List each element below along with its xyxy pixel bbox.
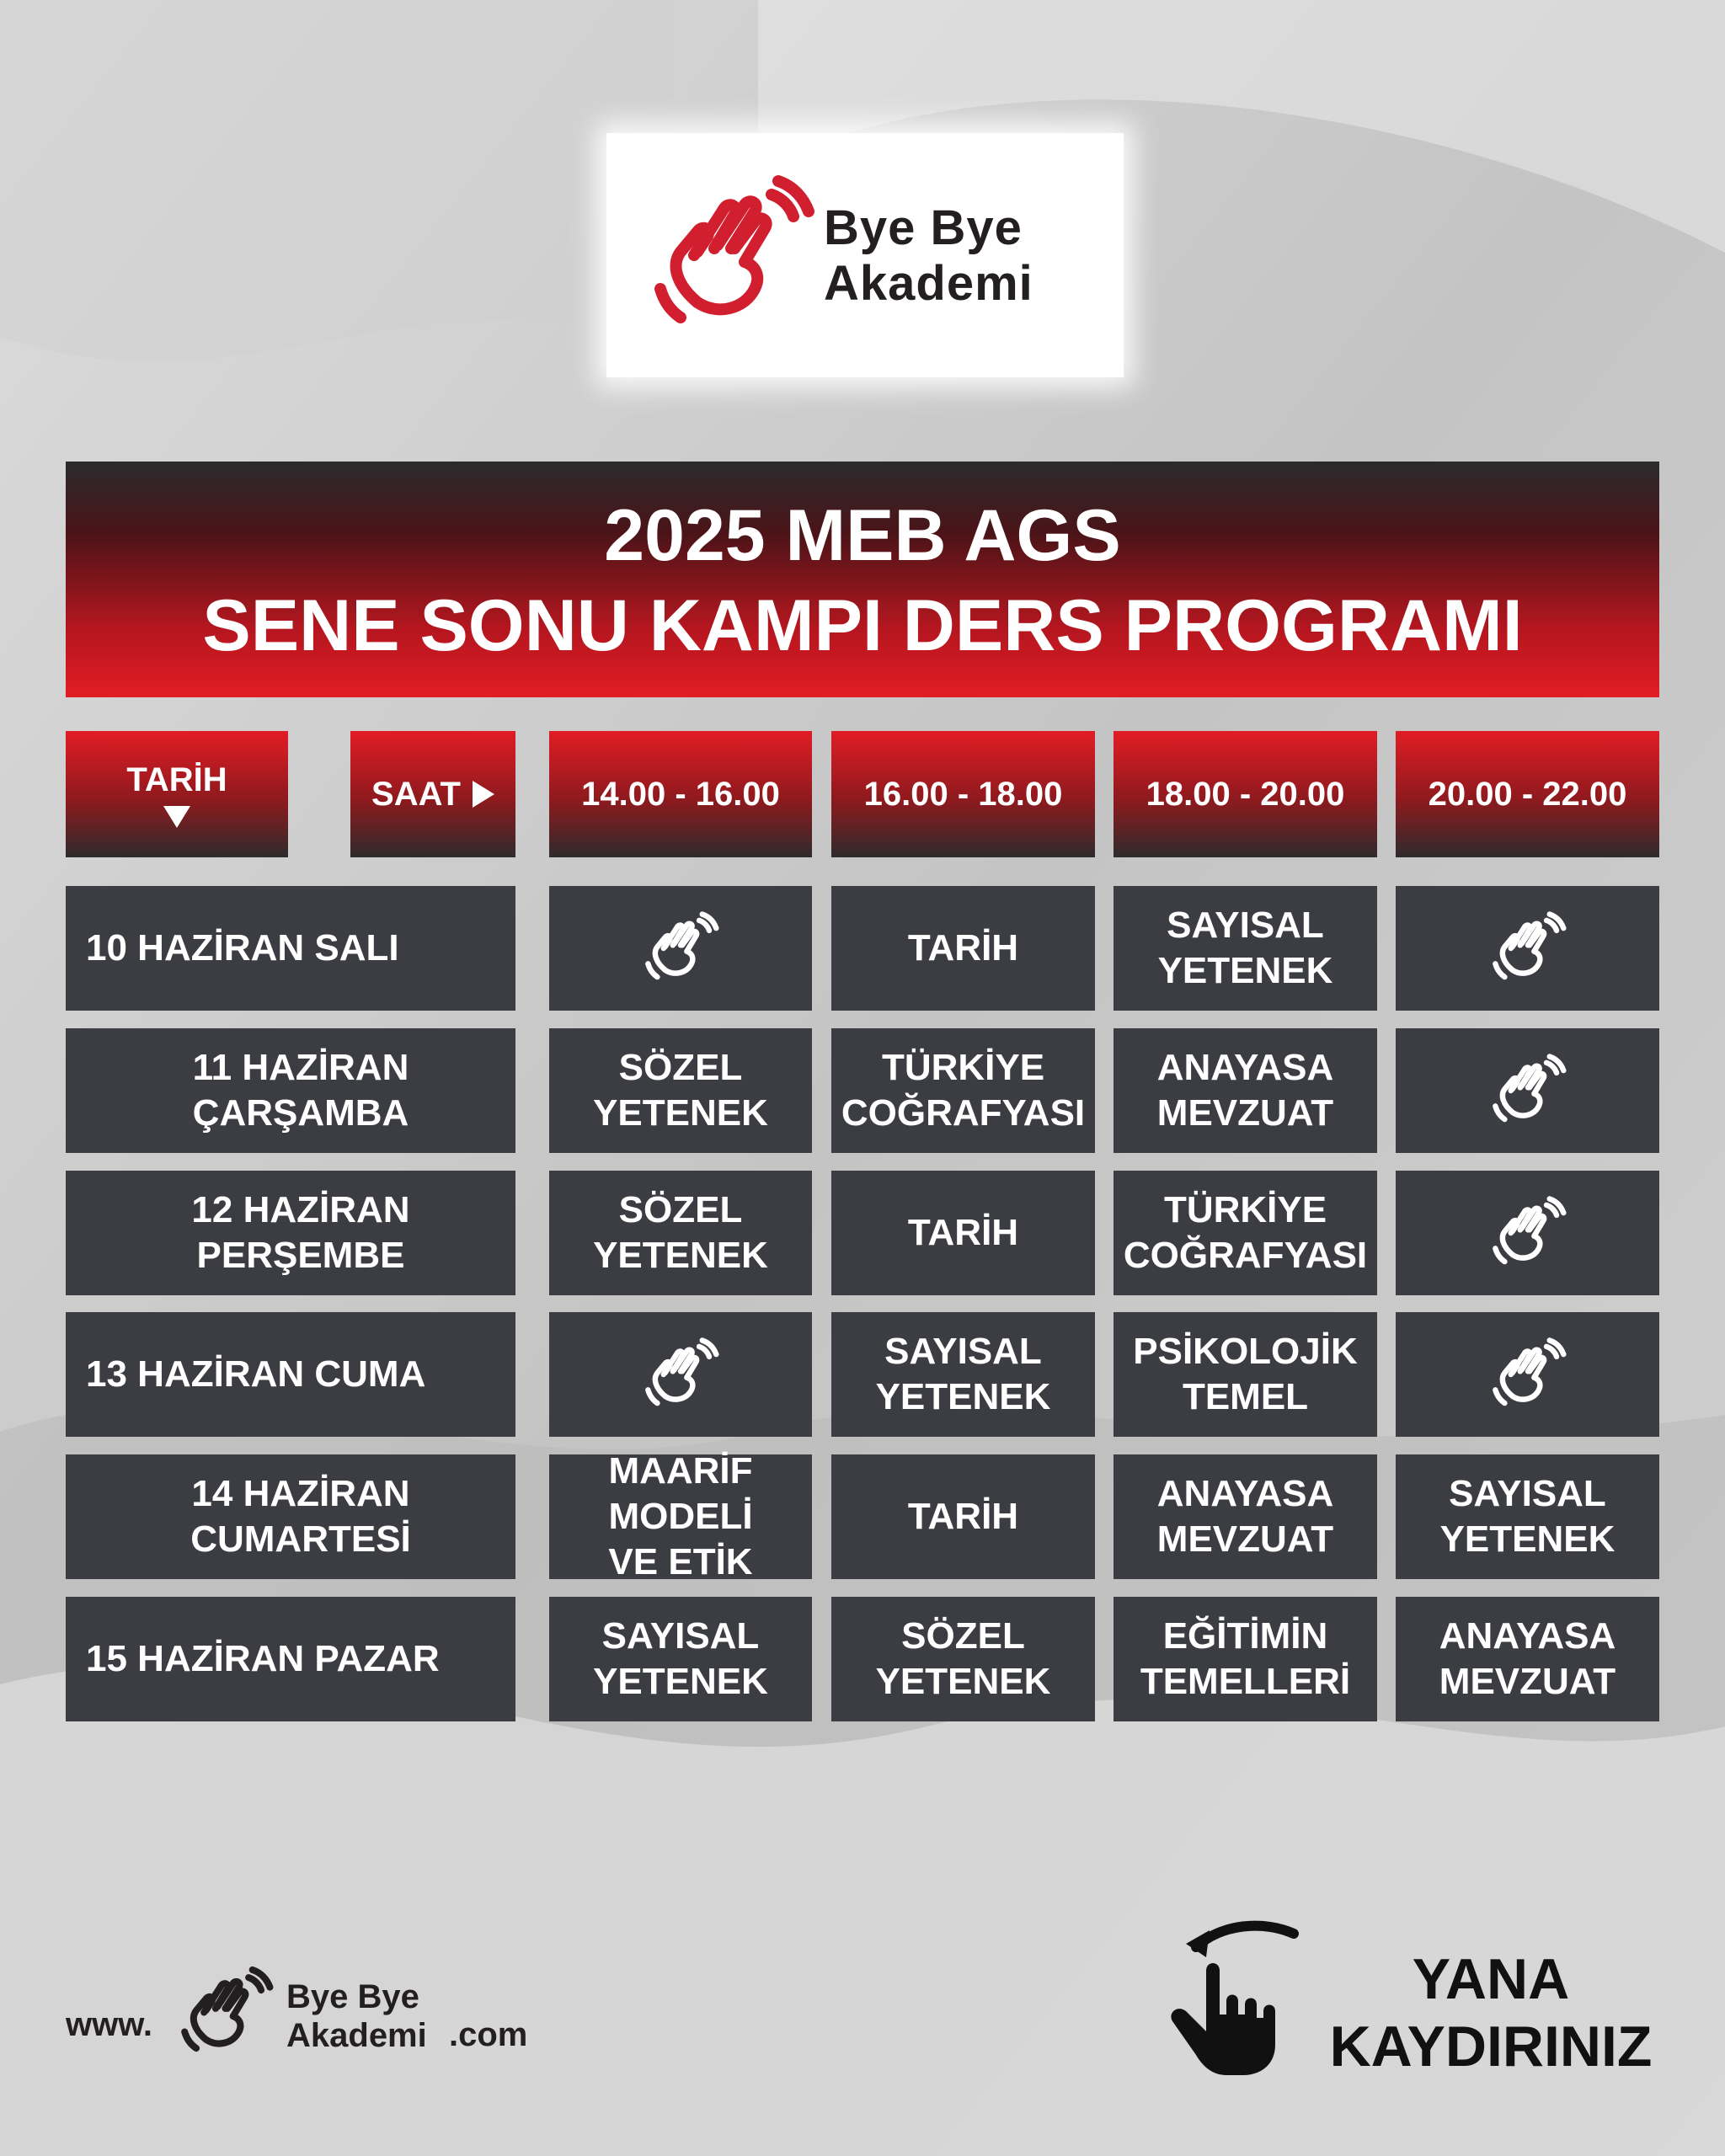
lesson-label: TARİH bbox=[907, 927, 1019, 969]
lesson-cell bbox=[1114, 1454, 1377, 1579]
lesson-label: TÜRKİYE COĞRAFYASI bbox=[841, 1047, 1086, 1134]
header-date bbox=[66, 731, 288, 857]
arrow-right-icon bbox=[473, 781, 494, 808]
lesson-cell bbox=[549, 1450, 812, 1582]
lesson-cell bbox=[549, 1597, 812, 1721]
date-cell bbox=[66, 1597, 515, 1721]
header-slot-label: 14.00 - 16.00 bbox=[581, 775, 780, 813]
header-slot bbox=[549, 731, 812, 857]
date-cell bbox=[66, 1454, 515, 1579]
swipe-text bbox=[1322, 1945, 1659, 2080]
lesson-label: SÖZEL YETENEK bbox=[593, 1047, 768, 1134]
header-slot-label: 16.00 - 18.00 bbox=[863, 775, 1063, 813]
lesson-cell bbox=[831, 1171, 1095, 1295]
break-cell bbox=[1396, 1312, 1659, 1437]
lesson-label: TARİH bbox=[907, 1496, 1019, 1537]
lesson-cell bbox=[1114, 1597, 1377, 1721]
lesson-label: SAYISAL YETENEK bbox=[1157, 905, 1333, 991]
title-line-2: SENE SONU KAMPI DERS PROGRAMI bbox=[202, 585, 1523, 666]
lesson-label: ANAYASA MEVZUAT bbox=[1439, 1615, 1616, 1702]
bye-bye-hand-icon bbox=[1489, 1194, 1567, 1272]
swipe-line-1: YANA bbox=[1412, 1947, 1570, 2011]
break-cell bbox=[549, 886, 812, 1011]
footer-website[interactable] bbox=[66, 1954, 588, 2063]
header-slot bbox=[1396, 731, 1659, 857]
break-cell bbox=[1396, 886, 1659, 1011]
lesson-label: PSİKOLOJİK TEMEL bbox=[1133, 1331, 1358, 1417]
lesson-cell bbox=[831, 1028, 1095, 1153]
brand-line-1: Bye Bye bbox=[824, 200, 1023, 255]
lesson-label: SÖZEL YETENEK bbox=[875, 1615, 1051, 1702]
header-time bbox=[350, 731, 515, 857]
bye-bye-hand-icon bbox=[1489, 910, 1567, 987]
lesson-label: SAYISAL YETENEK bbox=[1439, 1473, 1616, 1560]
bye-bye-hand-icon bbox=[647, 171, 815, 339]
title-line-1: 2025 MEB AGS bbox=[604, 495, 1121, 576]
break-cell bbox=[549, 1312, 812, 1437]
lesson-label: ANAYASA MEVZUAT bbox=[1156, 1473, 1334, 1560]
header-slot bbox=[831, 731, 1095, 857]
lesson-label: MAARİF MODELİ VE ETİK bbox=[608, 1450, 753, 1582]
header-slot-label: 18.00 - 20.00 bbox=[1146, 775, 1345, 813]
footer-suffix: .com bbox=[449, 2016, 528, 2053]
lesson-label: ANAYASA MEVZUAT bbox=[1156, 1047, 1334, 1134]
swipe-hand-icon bbox=[1162, 1910, 1314, 2079]
lesson-cell bbox=[549, 1171, 812, 1295]
lesson-cell bbox=[1114, 1028, 1377, 1153]
date-label: 15 HAZİRAN PAZAR bbox=[86, 1638, 440, 1679]
footer-brand-line-2: Akademi bbox=[286, 2017, 427, 2054]
bye-bye-hand-icon bbox=[1489, 1336, 1567, 1413]
lesson-cell bbox=[1114, 1312, 1377, 1437]
lesson-label: SAYISAL YETENEK bbox=[875, 1331, 1051, 1417]
footer-prefix: www. bbox=[66, 2006, 152, 2043]
header-time-label: SAAT bbox=[371, 775, 461, 813]
date-label: 10 HAZİRAN SALI bbox=[86, 927, 399, 969]
lesson-cell bbox=[1396, 1597, 1659, 1721]
date-label: 12 HAZİRAN PERŞEMBE bbox=[191, 1189, 410, 1276]
page-title bbox=[66, 462, 1659, 697]
header-date-label: TARİH bbox=[126, 761, 227, 798]
lesson-label: TÜRKİYE COĞRAFYASI bbox=[1123, 1189, 1368, 1276]
brand-logo[interactable] bbox=[606, 133, 1124, 377]
lesson-cell bbox=[1114, 1171, 1377, 1295]
lesson-cell bbox=[831, 1312, 1095, 1437]
bye-bye-hand-icon bbox=[642, 1336, 719, 1413]
lesson-cell bbox=[1114, 886, 1377, 1011]
lesson-cell bbox=[831, 886, 1095, 1011]
date-cell bbox=[66, 1171, 515, 1295]
date-label: 14 HAZİRAN CUMARTESİ bbox=[190, 1473, 411, 1560]
date-label: 13 HAZİRAN CUMA bbox=[86, 1353, 426, 1395]
header-slot bbox=[1114, 731, 1377, 857]
lesson-cell bbox=[831, 1454, 1095, 1579]
bye-bye-hand-icon bbox=[642, 910, 719, 987]
lesson-cell bbox=[831, 1597, 1095, 1721]
lesson-label: SAYISAL YETENEK bbox=[593, 1615, 768, 1702]
date-label: 11 HAZİRAN ÇARŞAMBA bbox=[192, 1047, 409, 1134]
bye-bye-hand-icon bbox=[177, 1964, 274, 2061]
arrow-down-icon bbox=[163, 806, 190, 828]
brand-line-2: Akademi bbox=[824, 256, 1033, 311]
lesson-label: TARİH bbox=[907, 1212, 1019, 1253]
date-cell bbox=[66, 1028, 515, 1153]
lesson-cell bbox=[549, 1028, 812, 1153]
lesson-cell bbox=[1396, 1454, 1659, 1579]
break-cell bbox=[1396, 1171, 1659, 1295]
lesson-label: SÖZEL YETENEK bbox=[593, 1189, 768, 1276]
header-slot-label: 20.00 - 22.00 bbox=[1428, 775, 1627, 813]
footer-brand-line-1: Bye Bye bbox=[286, 1978, 419, 2015]
swipe-line-2: KAYDIRINIZ bbox=[1329, 2015, 1653, 2079]
date-cell bbox=[66, 886, 515, 1011]
swipe-hint bbox=[1162, 1895, 1668, 2089]
bye-bye-hand-icon bbox=[1489, 1052, 1567, 1129]
break-cell bbox=[1396, 1028, 1659, 1153]
lesson-label: EĞİTİMİN TEMELLERİ bbox=[1140, 1615, 1351, 1702]
date-cell bbox=[66, 1312, 515, 1437]
brand-name bbox=[824, 200, 1033, 312]
footer-brand bbox=[286, 1977, 427, 2055]
